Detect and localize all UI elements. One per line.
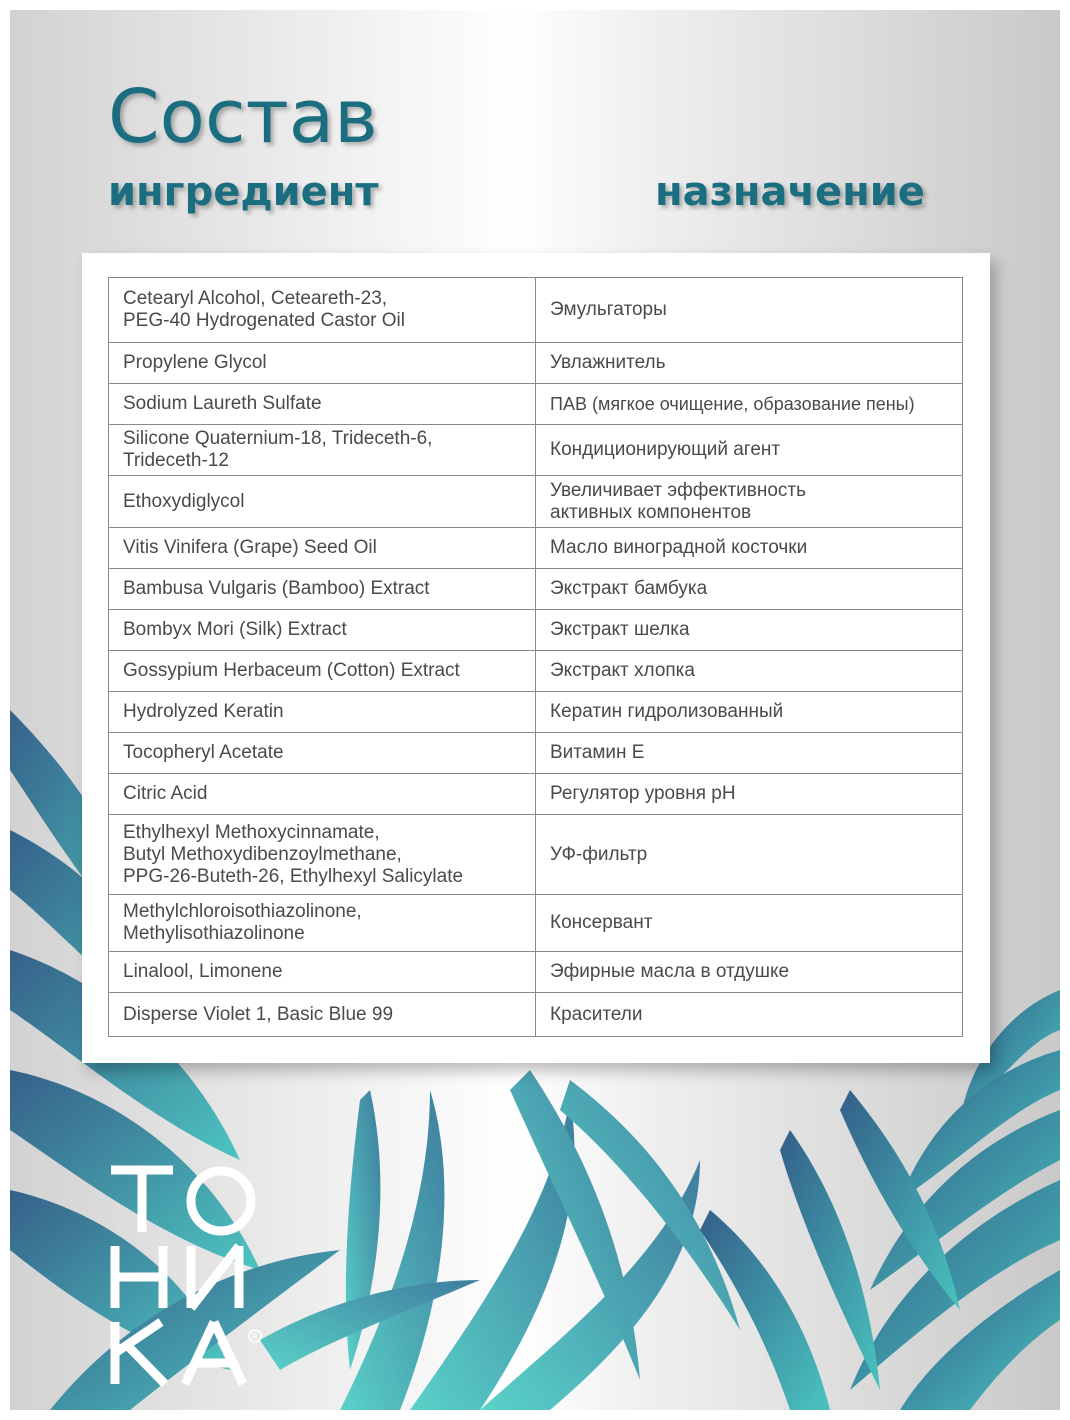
ingredient-cell: Methylchloroisothiazolinone, Methylisothiazolinone: [109, 895, 536, 952]
ingredient-cell: Propylene Glycol: [109, 343, 536, 384]
table-row: [109, 815, 963, 895]
table-row: [109, 692, 963, 733]
ingredient-cell: Cetearyl Alcohol, Ceteareth-23, PEG-40 Hydrogenated Castor Oil: [109, 278, 536, 343]
purpose-cell: Кондиционирующий агент: [536, 425, 963, 476]
ingredient-cell: Silicone Quaternium-18, Trideceth-6, Trideceth-12: [109, 425, 536, 476]
purpose-cell: Витамин Е: [536, 733, 963, 774]
purpose-cell: Красители: [536, 993, 963, 1037]
purpose-cell: УФ-фильтр: [536, 815, 963, 895]
purpose-column-heading: назначение: [655, 169, 925, 215]
ingredient-cell: Gossypium Herbaceum (Cotton) Extract: [109, 651, 536, 692]
table-row: [109, 528, 963, 569]
page-frame: [10, 10, 1060, 1410]
ingredient-cell: Hydrolyzed Keratin: [109, 692, 536, 733]
table-row: [109, 774, 963, 815]
table-row: [109, 651, 963, 692]
tonika-logo: [103, 1160, 263, 1390]
table-row: [109, 993, 963, 1037]
purpose-cell: ПАВ (мягкое очищение, образование пены): [536, 384, 963, 425]
ingredient-cell: Vitis Vinifera (Grape) Seed Oil: [109, 528, 536, 569]
purpose-cell: Экстракт бамбука: [536, 569, 963, 610]
ingredient-cell: Citric Acid: [109, 774, 536, 815]
ingredients-card: [82, 253, 990, 1063]
ingredient-column-heading: ингредиент: [108, 169, 379, 215]
ingredient-cell: Sodium Laureth Sulfate: [109, 384, 536, 425]
purpose-cell: Увлажнитель: [536, 343, 963, 384]
purpose-cell: Кератин гидролизованный: [536, 692, 963, 733]
table-row: [109, 384, 963, 425]
ingredients-table: [108, 277, 963, 1037]
purpose-cell: Экстракт хлопка: [536, 651, 963, 692]
purpose-cell: Консервант: [536, 895, 963, 952]
ingredient-cell: Bombyx Mori (Silk) Extract: [109, 610, 536, 651]
ingredient-cell: Linalool, Limonene: [109, 952, 536, 993]
purpose-cell: Увеличивает эффективность активных компонентов: [536, 476, 963, 528]
table-row: [109, 895, 963, 952]
table-row: [109, 476, 963, 528]
ingredient-cell: Bambusa Vulgaris (Bamboo) Extract: [109, 569, 536, 610]
purpose-cell: Эфирные масла в отдушке: [536, 952, 963, 993]
ingredient-cell: Disperse Violet 1, Basic Blue 99: [109, 993, 536, 1037]
table-row: [109, 425, 963, 476]
table-row: [109, 733, 963, 774]
svg-text:R: R: [252, 1332, 258, 1341]
table-row: [109, 343, 963, 384]
ingredient-cell: Tocopheryl Acetate: [109, 733, 536, 774]
purpose-cell: Масло виноградной косточки: [536, 528, 963, 569]
table-row: [109, 610, 963, 651]
ingredient-cell: Ethoxydiglycol: [109, 476, 536, 528]
table-row: [109, 952, 963, 993]
table-row: [109, 278, 963, 343]
page-title: Состав: [108, 74, 378, 160]
ingredient-cell: Ethylhexyl Methoxycinnamate, Butyl Methoxydibenzoylmethane, PPG-26-Buteth-26, Ethylhexyl Salicylate: [109, 815, 536, 895]
table-row: [109, 569, 963, 610]
purpose-cell: Экстракт шелка: [536, 610, 963, 651]
purpose-cell: Эмульгаторы: [536, 278, 963, 343]
purpose-cell: Регулятор уровня pH: [536, 774, 963, 815]
